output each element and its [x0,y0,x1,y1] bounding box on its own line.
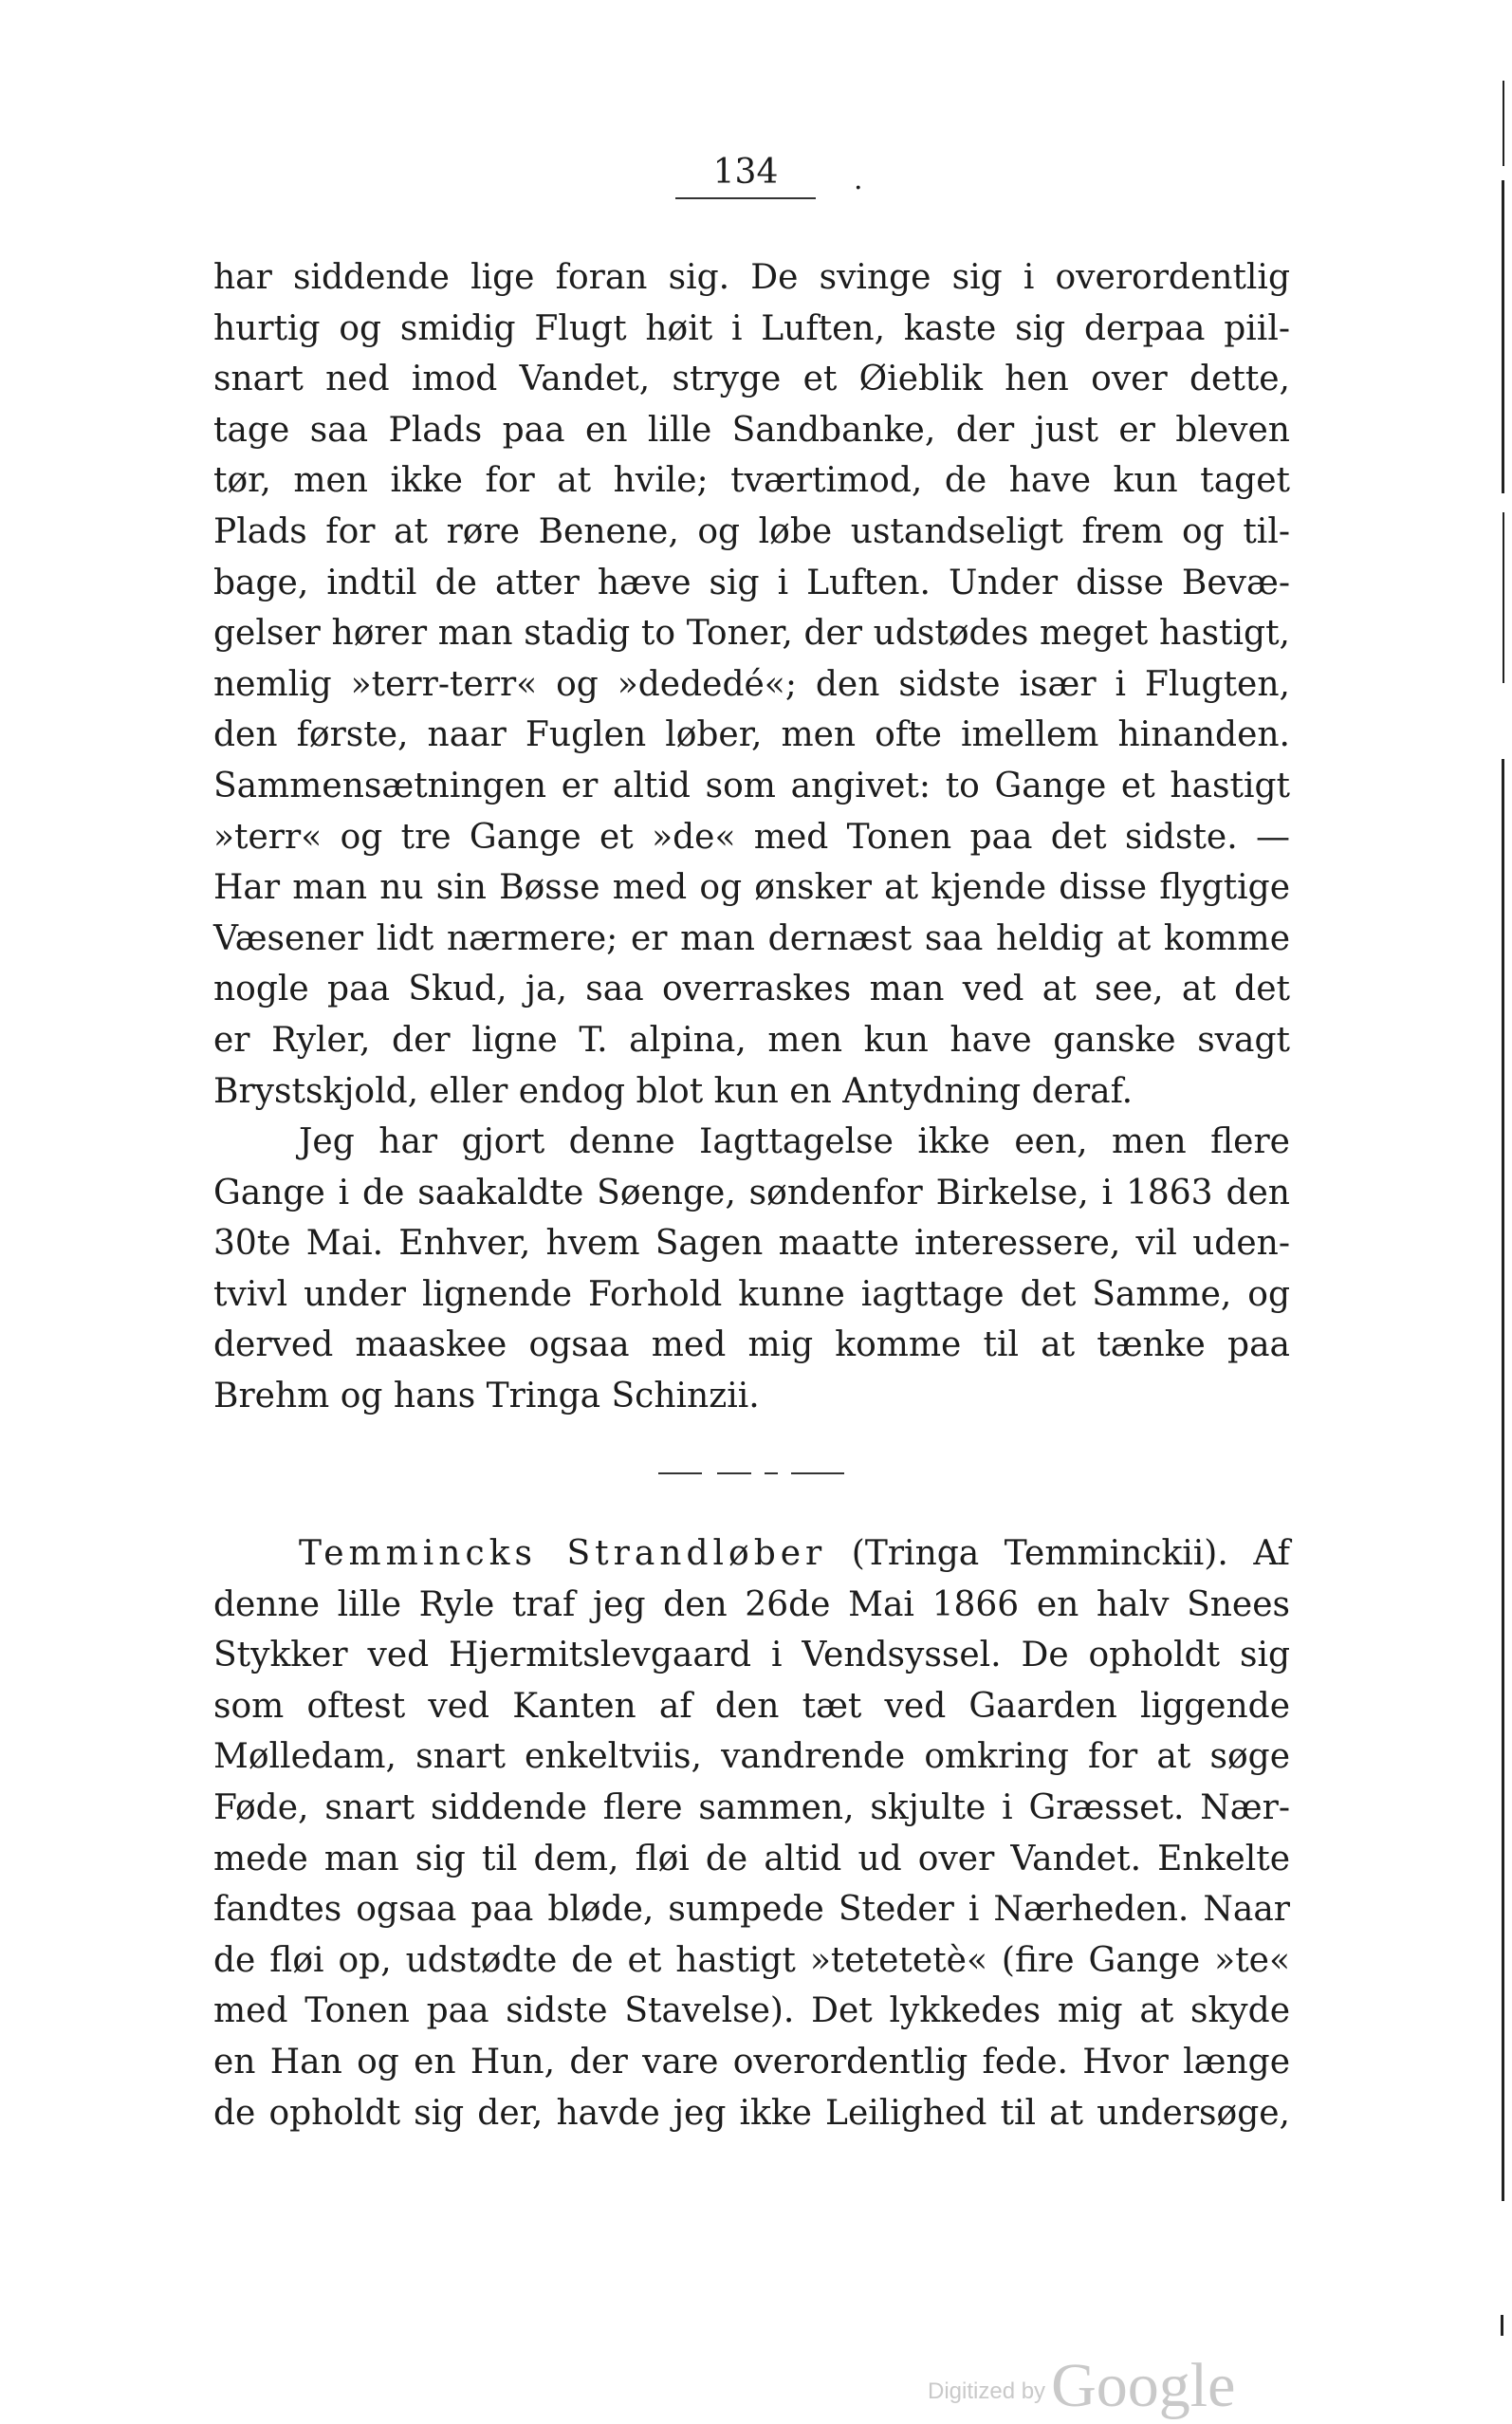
text-line: den første, naar Fuglen løber, men ofte imellem hinanden. [213,715,1290,755]
text-line: hurtig og smidig Flugt høit i Luften, kaste sig derpaa piil- [213,308,1290,348]
text-line: de opholdt sig der, havde jeg ikke Leilighed til at undersøge, [213,2093,1290,2133]
text-line: »terr« og tre Gange et »de« med Tonen paa det sidste. — [213,817,1290,857]
text-line: fandtes ogsaa paa bløde, sumpede Steder i Nærheden. Naar [213,1890,1290,1930]
body-text-part-1 [213,252,1290,1422]
text-line: har siddende lige foran sig. De svinge sig i overordentlig [213,258,1290,297]
text-line: Væsener lidt nærmere; er man dernæst saa heldig at komme [213,918,1290,958]
text-line: Stykker ved Hjermitslevgaard i Vendsyssel. De opholdt sig [213,1636,1290,1675]
scan-edge-mark [1503,512,1504,683]
text-line: Mølledam, snart enkeltviis, vandrende omkring for at søge [213,1737,1290,1777]
text-line: derved maaskee ogsaa med mig komme til at tænke paa [213,1325,1290,1365]
text-line: Plads for at røre Benene, og løbe ustandseligt frem og til- [213,511,1290,551]
separator-dash [717,1472,751,1474]
text-line: tvivl under lignende Forhold kunne iagttage det Samme, og [213,1274,1290,1314]
text-line: de fløi op, udstødte de et hastigt »tetetetè« (fire Gange »te« [213,1940,1290,1980]
scan-edge-mark [1502,180,1504,493]
text-line: med Tonen paa sidste Stavelse). Det lykkedes mig at skyde [213,1991,1290,2031]
text-line: gelser hører man stadig to Toner, der udstødes meget hastigt, [213,614,1290,654]
body-text-part-2 [213,1528,1290,2138]
page-number: 134 [675,154,816,199]
paragraph-2 [213,1117,1290,1422]
section-first-line [213,1528,1290,1580]
text-line: bage, indtil de atter hæve sig i Luften. Under disse Bevæ- [213,563,1290,602]
text-line: Har man nu sin Bøsse med og ønsker at kjende disse flygtige [213,868,1290,908]
watermark-small-text: Digitized by [928,2378,1046,2404]
printer-mark: . [854,163,863,196]
text-line: nogle paa Skud, ja, saa overraskes man ved at see, at det [213,970,1290,1009]
text-line: Brehm og hans Tringa Schinzii. [213,1377,760,1416]
text-line: Sammensætningen er altid som angivet: to Gange et hastigt [213,766,1290,805]
scan-edge-mark [1503,81,1504,166]
text-line: denne lille Ryle traf jeg den 26de Mai 1866 en halv Snees [213,1584,1290,1624]
text-line: er Ryler, der ligne T. alpina, men kun have ganske svagt [213,1020,1290,1060]
separator-dash [658,1472,702,1474]
section-heading: Temmincks Strandløber [299,1534,827,1573]
scan-edge-mark [1501,2315,1503,2336]
paragraph-1 [213,252,1290,1117]
text-line: Føde, snart siddende flere sammen, skjulte i Græsset. Nær- [213,1787,1290,1827]
separator-dash [765,1472,778,1474]
text-line: en Han og en Hun, der vare overordentlig fede. Hvor længe [213,2042,1290,2082]
text-line: tør, men ikke for at hvile; tværtimod, de have kun taget [213,461,1290,501]
text-line: 30te Mai. Enhver, hvem Sagen maatte interessere, vil uden- [213,1224,1290,1264]
watermark-logo-text: Google [1051,2351,1236,2420]
section-separator [658,1469,844,1480]
separator-dash [791,1472,844,1474]
section-heading-rest: (Tringa Temminckii). Af [826,1534,1291,1573]
text-line: mede man sig til dem, fløi de altid ud over Vandet. Enkelte [213,1839,1290,1878]
text-line: snart ned imod Vandet, stryge et Øieblik hen over dette, [213,360,1290,399]
text-line: Gange i de saakaldte Søenge, søndenfor Birkelse, i 1863 den [213,1173,1290,1212]
scan-edge-mark [1502,759,1504,2201]
text-line: nemlig »terr-terr« og »dededé«; den sidste især i Flugten, [213,664,1290,704]
text-line: Brystskjold, eller endog blot kun en Antydning deraf. [213,1071,1134,1111]
digitized-watermark [928,2341,1236,2420]
text-line: Jeg har gjort denne Iagttagelse ikke een, men flere [299,1122,1290,1162]
text-line: tage saa Plads paa en lille Sandbanke, der just er bleven [213,410,1290,450]
text-line: som oftest ved Kanten af den tæt ved Gaarden liggende [213,1686,1290,1726]
